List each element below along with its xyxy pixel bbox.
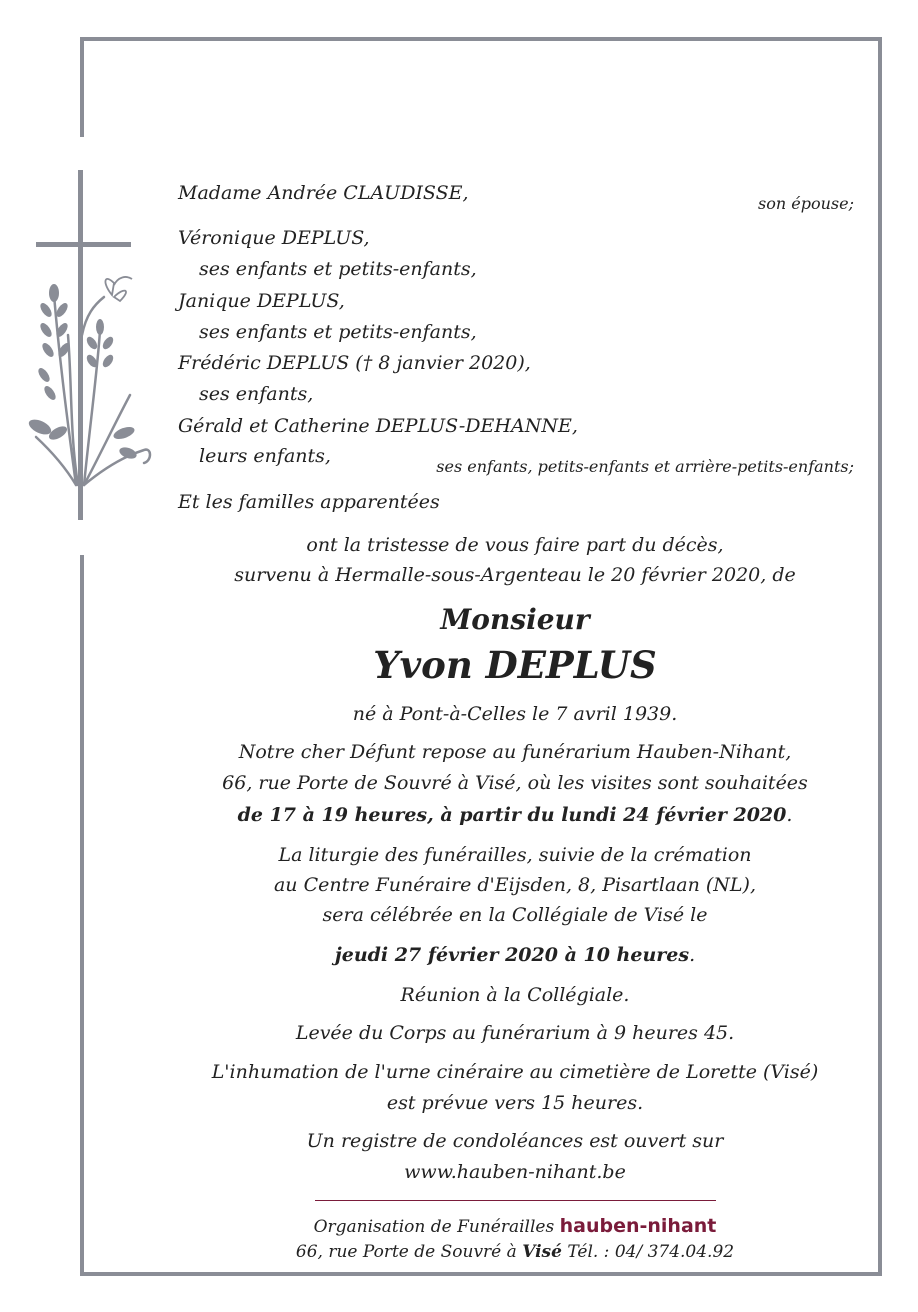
deceased-name: Yvon DEPLUS: [373, 643, 657, 687]
brand-logo: hauben-nihant: [559, 1215, 717, 1237]
liturgy-line-1: La liturgie des funérailles, suivie de la crémation: [278, 844, 752, 866]
condolences-line-1: Un registre de condoléances est ouvert sur: [306, 1130, 724, 1152]
footer-separator: [315, 1200, 716, 1201]
inhumation-line-1: L'inhumation de l'urne cinéraire au cimetière de Lorette (Visé): [211, 1061, 819, 1083]
family-line-9-text: leurs enfants,: [199, 445, 331, 467]
levee-line: Levée du Corps au funérarium à 9 heures 45.: [295, 1022, 735, 1044]
frame-left-upper: [80, 37, 84, 137]
footer-address: [120, 1240, 910, 1264]
visitation-hours-end: .: [786, 804, 793, 826]
liturgy-date: jeudi 27 février 2020 à 10 heures: [334, 944, 690, 966]
family-line-8: Gérald et Catherine DEPLUS-DEHANNE,: [178, 415, 578, 437]
liturgy-line-2: au Centre Funéraire d'Eijsden, 8, Pisartlaan (NL),: [273, 874, 756, 896]
frame-bottom: [80, 1272, 882, 1276]
footer-organisation: [120, 1214, 910, 1239]
meeting-line: Réunion à la Collégiale.: [400, 984, 630, 1006]
family-line-1: Madame Andrée CLAUDISSE,: [178, 182, 469, 204]
family-line-2: Véronique DEPLUS,: [178, 227, 370, 249]
family-line-7-text: ses enfants,: [199, 383, 314, 405]
family-line-7: [178, 379, 313, 410]
footer-phone: Tél. : 04/ 374.04.92: [567, 1242, 735, 1262]
family-relation-descendants: ses enfants, petits-enfants et arrière-petits-enfants;: [436, 457, 854, 476]
footer-org-prefix: Organisation de Funérailles: [313, 1217, 555, 1237]
cross-floral-icon: [28, 165, 158, 525]
inhumation-line-2: est prévue vers 15 heures.: [386, 1092, 644, 1114]
liturgy-date-end: .: [689, 944, 696, 966]
visitation-hours: de 17 à 19 heures, à partir du lundi 24 février 2020: [237, 804, 787, 826]
footer-address-prefix: 66, rue Porte de Souvré à: [295, 1242, 517, 1262]
visitation-line-2: 66, rue Porte de Souvré à Visé, où les visites sont souhaitées: [222, 772, 808, 794]
family-line-9: [178, 441, 331, 472]
liturgy-line-4: [120, 940, 910, 970]
announcement-line-1: ont la tristesse de vous faire part du décès,: [306, 534, 724, 556]
liturgy-line-3: sera célébrée en la Collégiale de Visé le: [322, 904, 708, 926]
family-line-5: [178, 317, 477, 348]
announcement-line-2: survenu à Hermalle-sous-Argenteau le 20 février 2020, de: [234, 564, 796, 586]
deceased-title: Monsieur: [440, 603, 590, 636]
visitation-line-3: [120, 800, 910, 830]
family-line-10: Et les familles apparentées: [178, 491, 440, 513]
visitation-line-1: Notre cher Défunt repose au funérarium Hauben-Nihant,: [238, 741, 792, 763]
family-line-3-text: ses enfants et petits-enfants,: [199, 258, 477, 280]
footer-address-city: Visé: [522, 1242, 562, 1262]
family-line-6: Frédéric DEPLUS († 8 janvier 2020),: [178, 352, 531, 374]
family-line-4: Janique DEPLUS,: [178, 290, 345, 312]
condolences-url[interactable]: www.hauben-nihant.be: [404, 1161, 626, 1183]
family-line-5-text: ses enfants et petits-enfants,: [199, 321, 477, 343]
family-line-3: [178, 254, 477, 285]
deceased-birth: né à Pont-à-Celles le 7 avril 1939.: [352, 703, 678, 725]
frame-top: [80, 37, 882, 41]
family-relation-spouse: son épouse;: [758, 194, 854, 213]
frame-left-lower: [80, 555, 84, 1276]
